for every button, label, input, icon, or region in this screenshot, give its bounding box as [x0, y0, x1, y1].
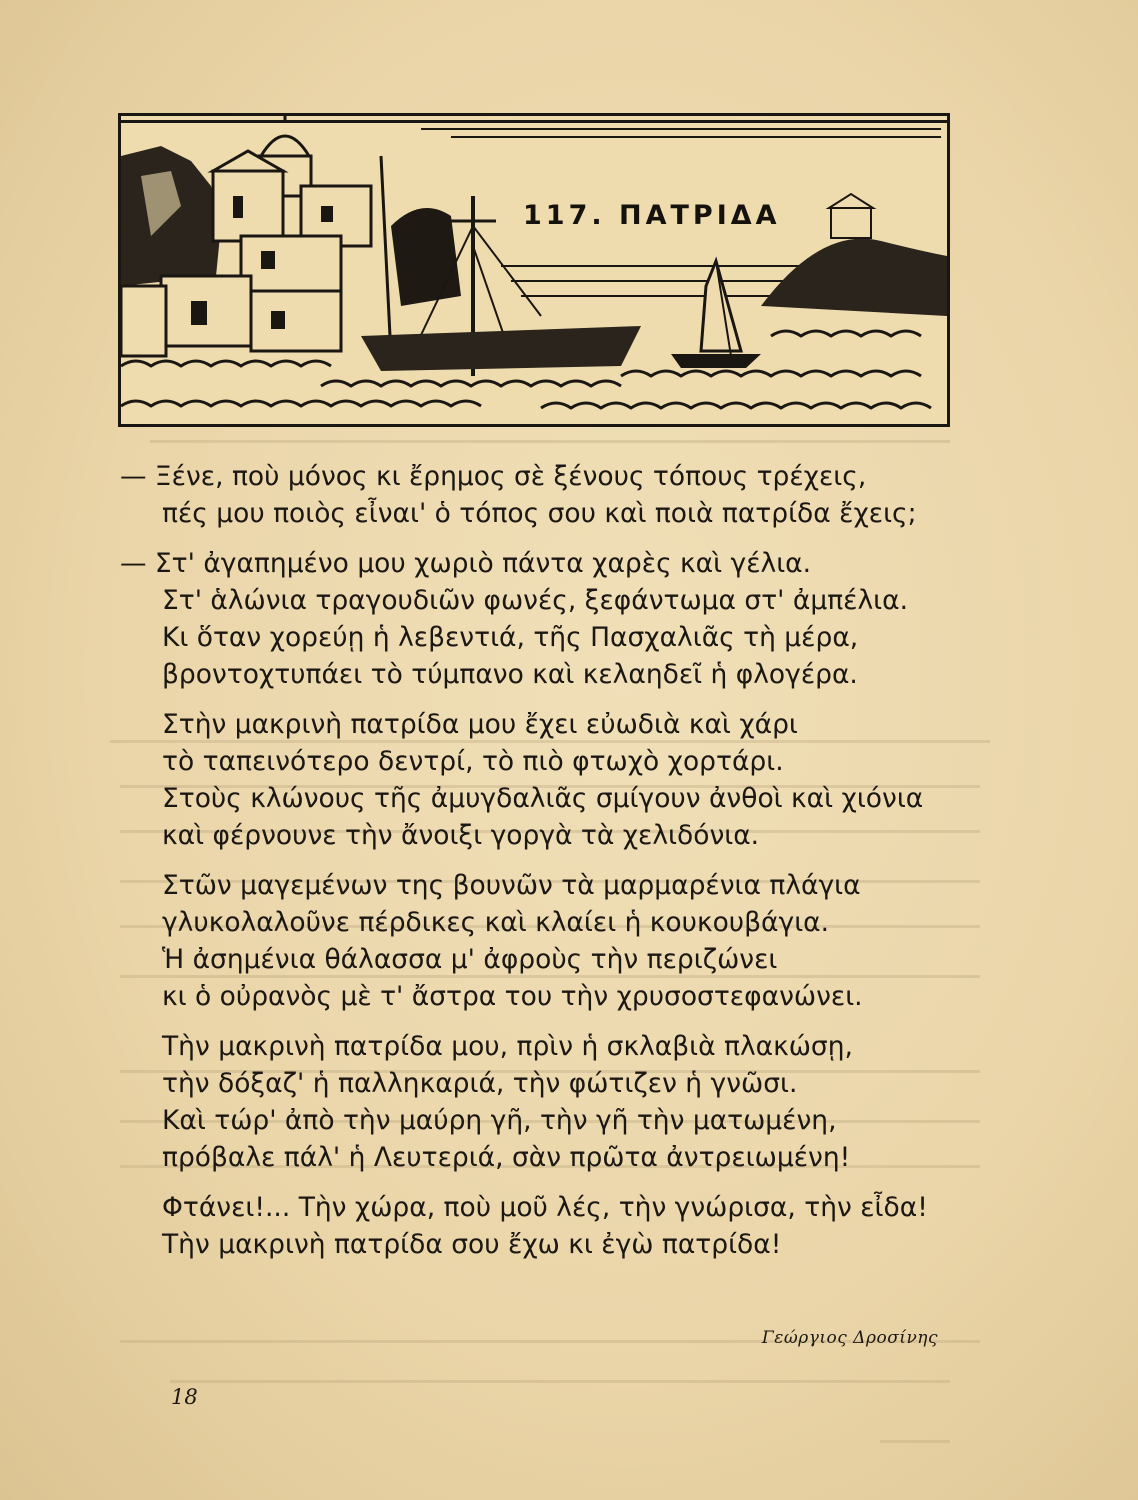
poem-line: — Στ' ἀγαπημένο μου χωριὸ πάντα χαρὲς καὶ γέλια. — [120, 548, 812, 579]
poem-line: Στ' ἁλώνια τραγουδιῶν φωνές, ξεφάντωμα στ' ἀμπέλια. — [162, 585, 909, 616]
poem-line: Τὴν μακρινὴ πατρίδα σου ἔχω κι ἐγὼ πατρίδα! — [162, 1229, 782, 1260]
stanza — [120, 706, 980, 854]
poem-line: Κι ὅταν χορεύῃ ἡ λεβεντιά, τῆς Πασχαλιᾶς τὴ μέρα, — [162, 622, 859, 653]
poem-line: Στοὺς κλώνους τῆς ἀμυγδαλιᾶς σμίγουν ἀνθοὶ καὶ χιόνια — [162, 783, 924, 814]
stanza — [120, 458, 980, 532]
poem-line: τὴν δόξαζ' ἡ παλληκαριά, τὴν φώτιζεν ἡ γνῶσι. — [162, 1068, 798, 1099]
poem-line: καὶ φέρνουνε τὴν ἄνοιξι γοργὰ τὰ χελιδόνια. — [162, 820, 760, 851]
poem-line: βροντοχτυπάει τὸ τύμπανο καὶ κελαηδεῖ ἡ φλογέρα. — [162, 659, 858, 690]
poem-line: πρόβαλε πάλ' ἡ Λευτεριά, σὰν πρῶτα ἀντρειωμένη! — [162, 1142, 851, 1173]
woodcut-illustration — [118, 113, 950, 427]
poem-line: γλυκολαλοῦνε πέρδικες καὶ κλαίει ἡ κουκουβάγια. — [162, 907, 830, 938]
poem-line: κι ὁ οὐρανὸς μὲ τ' ἄστρα του τὴν χρυσοστεφανώνει. — [162, 981, 863, 1012]
poem-line: τὸ ταπεινότερο δεντρί, τὸ πιὸ φτωχὸ χορτάρι. — [162, 746, 784, 777]
stanza — [120, 867, 980, 1015]
poem-title: 117. ΠΑΤΡΙΔΑ — [523, 200, 781, 231]
poem-line: — Ξένε, ποὺ μόνος κι ἔρημος σὲ ξένους τόπους τρέχεις, — [120, 461, 867, 492]
stanza — [120, 1189, 980, 1263]
poem-line: πές μου ποιὸς εἶναι' ὁ τόπος σου καὶ ποιὰ πατρίδα ἔχεις; — [162, 498, 917, 529]
poem-line: Τὴν μακρινὴ πατρίδα μου, πρὶν ἡ σκλαβιὰ πλακώσῃ, — [162, 1031, 853, 1062]
poem-line: Στὴν μακρινὴ πατρίδα μου ἔχει εὐωδιὰ καὶ χάρι — [162, 709, 798, 740]
poem-author: Γεώργιος Δροσίνης — [761, 1328, 938, 1348]
page-number: 18 — [171, 1385, 198, 1409]
poem-line: Φτάνει!... Τὴν χώρα, ποὺ μοῦ λές, τὴν γνώρισα, τὴν εἶδα! — [162, 1192, 928, 1223]
poem-body — [120, 458, 980, 1276]
poem-line: Καὶ τώρ' ἀπὸ τὴν μαύρη γῆ, τὴν γῆ τὴν ματωμένη, — [162, 1105, 837, 1136]
stanza — [120, 545, 980, 693]
stanza — [120, 1028, 980, 1176]
poem-line: Ἡ ἀσημένια θάλασσα μ' ἀφροὺς τὴν περιζώνει — [162, 944, 778, 975]
poem-line: Στῶν μαγεμένων της βουνῶν τὰ μαρμαρένια πλάγια — [162, 870, 861, 901]
